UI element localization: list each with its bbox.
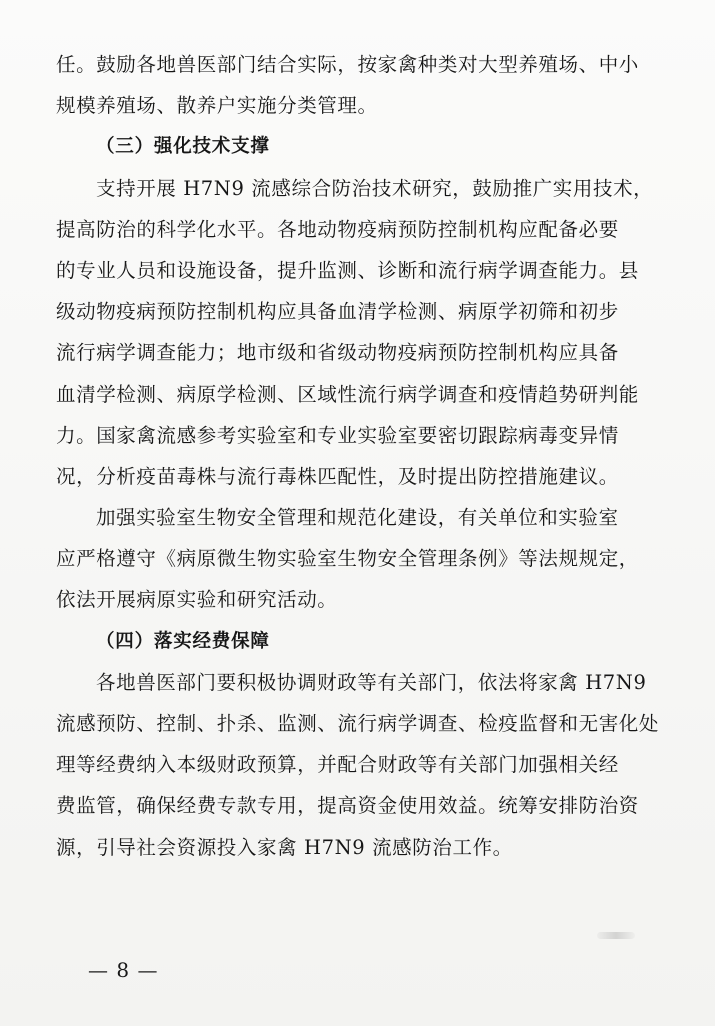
body-line: 费监管，确保经费专款专用，提高资金使用效益。统筹安排防治资 xyxy=(56,794,639,818)
section-heading-three: （三）强化技术支撑 xyxy=(96,136,270,158)
body-line: 况，分析疫苗毒株与流行毒株匹配性，及时提出防控措施建议。 xyxy=(56,464,619,488)
scan-artifact-mark xyxy=(597,932,635,939)
body-line: 任。鼓励各地兽医部门结合实际，按家禽种类对大型养殖场、中小 xyxy=(56,53,639,76)
body-line: 依法开展病原实验和研究活动。 xyxy=(56,588,338,612)
body-line: 提高防治的科学化水平。各地动物疫病预防控制机构应配备必要 xyxy=(56,217,619,241)
document-body xyxy=(56,44,659,868)
page-number: — 8 — xyxy=(88,958,159,982)
section-heading-four: （四）落实经费保障 xyxy=(96,630,270,652)
body-line: 流感预防、控制、扑杀、监测、流行病学调查、检疫监督和无害化处 xyxy=(56,712,659,735)
paragraph-first-line: 支持开展 H7N9 流感综合防治技术研究，鼓励推广实用技术， xyxy=(96,176,654,200)
paragraph-first-line: 各地兽医部门要积极协调财政等有关部门，依法将家禽 H7N9 xyxy=(96,670,647,694)
body-line: 源，引导社会资源投入家禽 H7N9 流感防治工作。 xyxy=(56,835,513,859)
body-line: 级动物疫病预防控制机构应具备血清学检测、病原学初筛和初步 xyxy=(56,300,619,324)
body-line: 规模养殖场、散养户实施分类管理。 xyxy=(56,94,378,118)
paragraph-first-line: 加强实验室生物安全管理和规范化建设，有关单位和实验室 xyxy=(96,506,619,530)
body-line: 力。国家禽流感参考实验室和专业实验室要密切跟踪病毒变异情 xyxy=(56,423,619,447)
body-line: 的专业人员和设施设备，提升监测、诊断和流行病学调查能力。县 xyxy=(56,258,639,282)
body-line: 流行病学调查能力；地市级和省级动物疫病预防控制机构应具备 xyxy=(56,341,619,365)
body-line: 应严格遵守《病原微生物实验室生物安全管理条例》等法规规定， xyxy=(56,547,639,571)
body-line: 理等经费纳入本级财政预算，并配合财政等有关部门加强相关经 xyxy=(56,753,619,777)
body-line: 血清学检测、病原学检测、区域性流行病学调查和疫情趋势研判能 xyxy=(56,382,639,406)
